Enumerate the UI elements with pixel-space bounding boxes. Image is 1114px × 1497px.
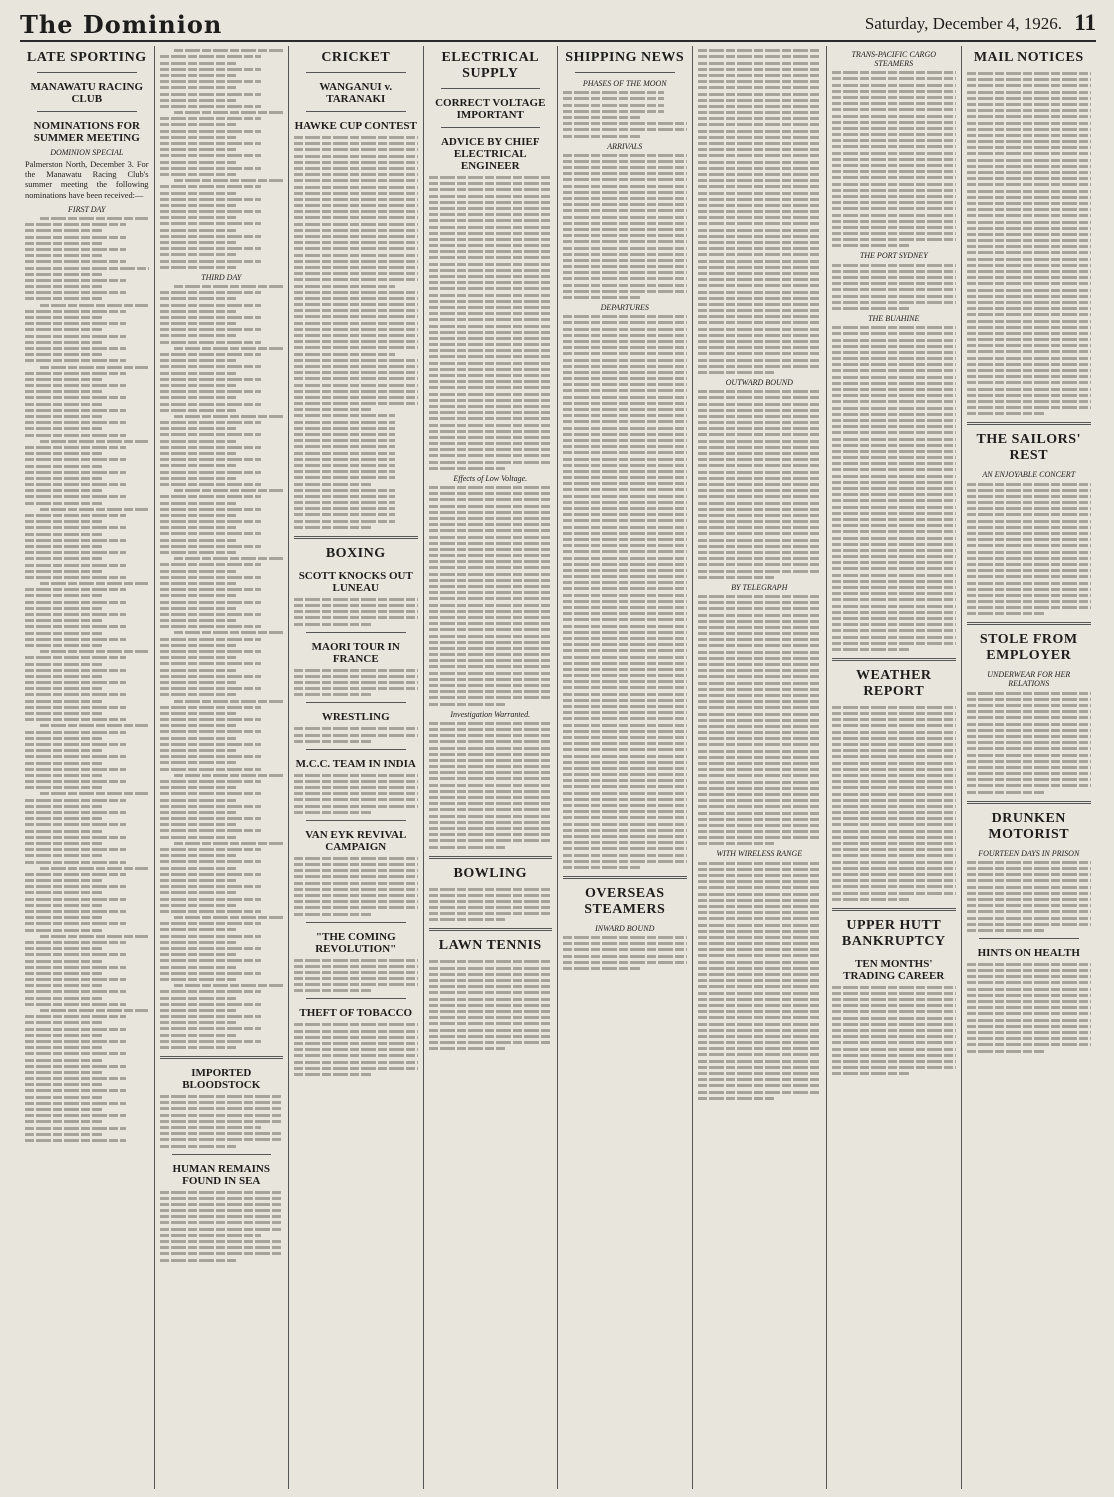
column-8 [962,46,1097,1489]
byline: DOMINION SPECIAL [50,148,124,157]
day-heading: FIRST DAY [68,204,106,214]
column-4 [424,46,559,1489]
article-headline: "THE COMING REVOLUTION" [315,930,397,955]
article-headline: TEN MONTHS' TRADING CAREER [843,957,945,982]
article-subheadline: HAWKE CUP CONTEST [294,120,417,132]
article-headline: SCOTT KNOCKS OUT LUNEAU [298,569,413,594]
section-subheading: INWARD BOUND [595,923,655,933]
article-headline: HINTS ON HEALTH [977,946,1080,959]
article-headline: WANGANUI v. TARANAKI [319,81,393,105]
column-1 [20,46,155,1489]
section-header: WEATHER REPORT [855,667,932,699]
article-headline: IMPORTED BLOODSTOCK [182,1067,261,1091]
section-header: OVERSEAS STEAMERS [584,885,666,917]
section-subheading: Effects of Low Voltage. [453,473,528,483]
section-subheading: DEPARTURES [600,303,649,312]
section-header: ELECTRICAL SUPPLY [441,50,540,81]
section-header: UPPER HUTT BANKRUPTCY [841,917,946,949]
article-subheadline: NOMINATIONS FOR SUMMER MEETING [33,120,140,144]
article-subheadline: ADVICE BY CHIEF ELECTRICAL ENGINEER [440,136,540,172]
section-header: THE SAILORS' REST [976,432,1081,464]
article-headline: CORRECT VOLTAGE IMPORTANT [435,97,546,121]
column-2 [155,46,290,1489]
section-subheading: ARRIVALS [607,141,643,151]
page-number: 11 [1074,10,1096,35]
section-header: SHIPPING NEWS [565,50,685,65]
section-header: DRUNKEN MOTORIST [988,810,1070,842]
section-subheading: AN ENJOYABLE CONCERT [982,470,1076,480]
section-header: CRICKET [321,50,391,65]
section-subheading: WITH WIRELESS RANGE [716,849,803,859]
issue-date: Saturday, December 4, 1926. [864,14,1062,33]
column-7 [827,46,962,1489]
section-subheading: Investigation Warranted. [450,709,531,719]
section-header: LAWN TENNIS [438,938,542,954]
section-header: LATE SPORTING [26,50,147,65]
section-subheading: THE PORT SYDNEY [859,251,928,261]
article-headline: MAORI TOUR IN FRANCE [311,640,400,665]
section-subheading: PHASES OF THE MOON [582,79,667,88]
column-6 [693,46,828,1489]
newspaper-title: The Dominion [20,10,223,39]
section-subheading: UNDERWEAR FOR HER RELATIONS [987,670,1071,689]
article-headline: WRESTLING [321,711,390,724]
section-header: STOLE FROM EMPLOYER [979,632,1078,664]
nominations-list [25,217,149,1142]
section-subheading: THE BUAHINE [868,313,920,323]
section-subheading: TRANS-PACIFIC CARGO STEAMERS [851,50,936,68]
column-5 [558,46,693,1489]
column-3 [289,46,424,1489]
section-header: BOXING [325,545,386,561]
section-header: MAIL NOTICES [973,50,1084,65]
newspaper-columns [20,46,1096,1489]
section-header: BOWLING [453,865,527,881]
article-headline: MANAWATU RACING CLUB [30,81,144,105]
article-lede: Palmerston North, December 3. For the Manawatu Racing Club's summer meeting the following nominations have been received:— [25,160,149,200]
article-headline: M.C.C. TEAM IN INDIA [295,757,416,770]
masthead [20,8,1096,42]
handicap-list [160,49,284,269]
article-headline: VAN EYK REVIVAL CAMPAIGN [305,828,407,853]
section-subheading: OUTWARD BOUND [725,377,793,387]
article-headline: THEFT OF TOBACCO [299,1007,413,1020]
day-heading: THIRD DAY [201,272,242,282]
section-subheading: FOURTEEN DAYS IN PRISON [978,848,1080,858]
article-headline: HUMAN REMAINS FOUND IN SEA [172,1162,270,1187]
section-subheading: BY TELEGRAPH [731,582,788,592]
